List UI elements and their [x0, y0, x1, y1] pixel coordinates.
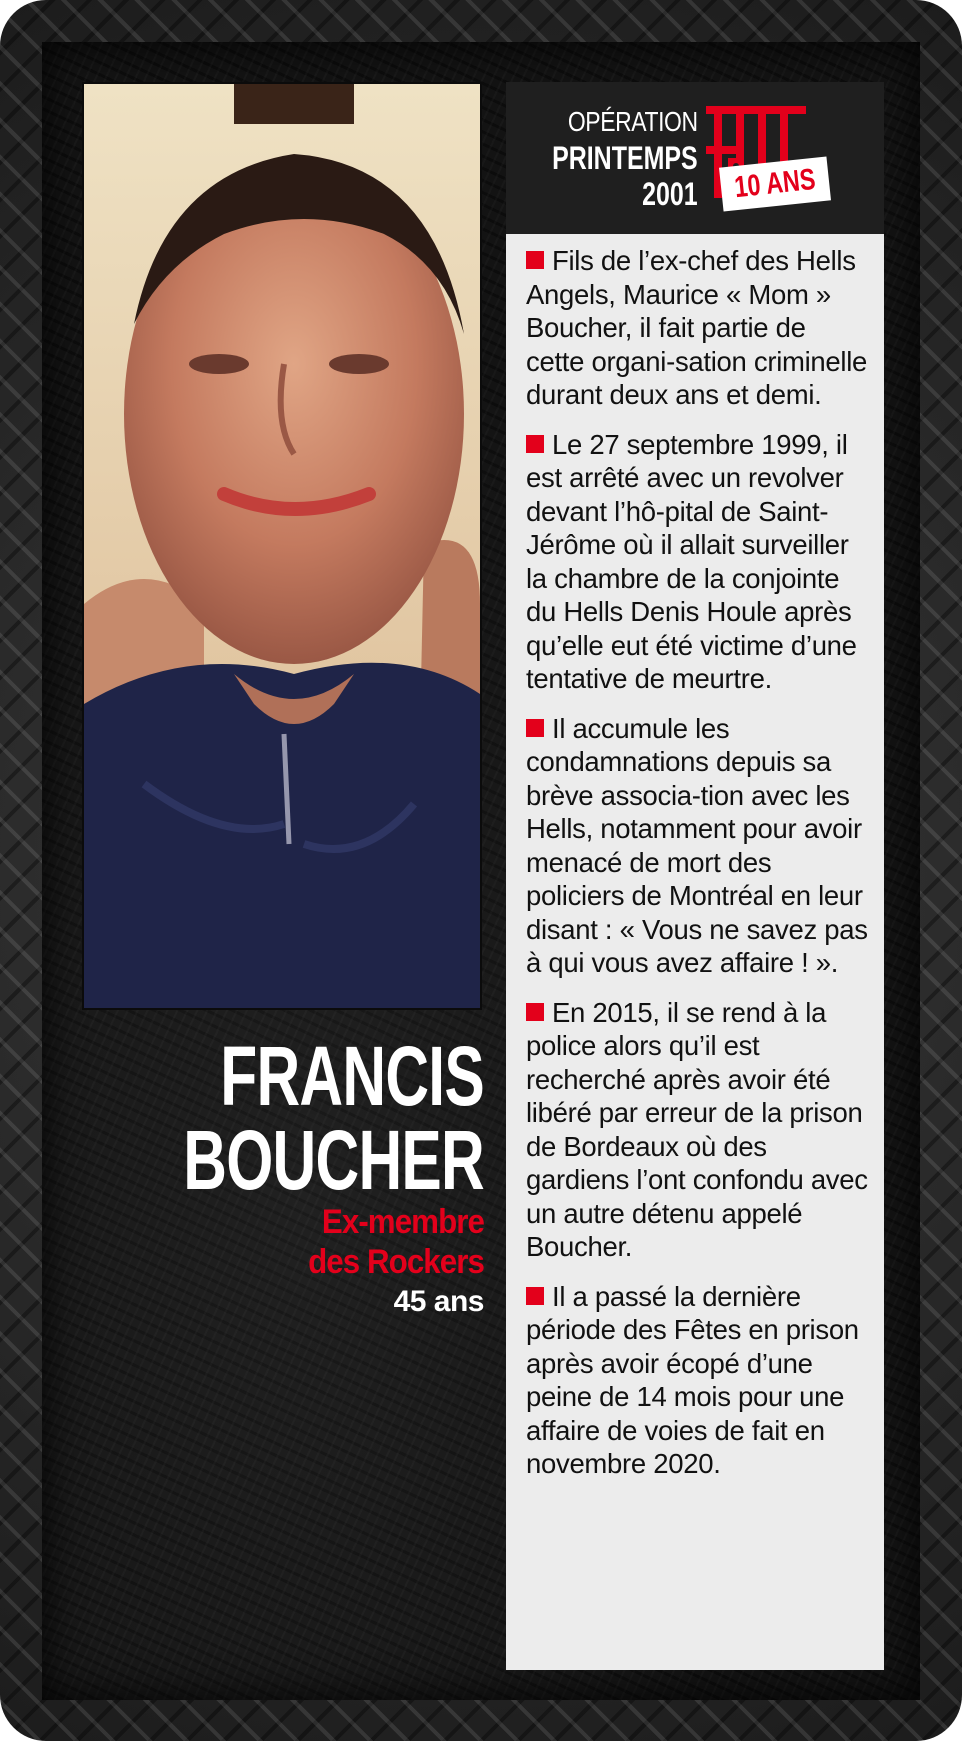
bullet-square-icon: [526, 1287, 544, 1305]
bio-paragraph-2-text: Le 27 septembre 1999, il est arrêté avec un revolver devant l’hô-pital de Saint-Jérôme où il allait surveiller la chambre de la conjointe du Hells Denis Houle après qu’elle eut été victime d’une tentative de meurtre.: [526, 428, 857, 694]
name-block: [64, 1029, 485, 1322]
bullet-square-icon: [526, 251, 544, 269]
operation-header: [506, 82, 884, 234]
bullet-square-icon: [526, 435, 544, 453]
profile-photo: [82, 82, 482, 1010]
bio-paragraph-1: [526, 244, 870, 412]
bio-paragraph-5: [526, 1280, 870, 1481]
operation-title-line1: OPÉRATION: [568, 106, 698, 137]
bullet-square-icon: [526, 719, 544, 737]
bio-paragraph-3: [526, 712, 870, 980]
role-line-2: des Rockers: [308, 1243, 484, 1281]
role-line-1: Ex-membre: [321, 1203, 484, 1241]
age-label: 45 ans: [393, 1285, 484, 1318]
operation-title-line3: 2001: [642, 176, 698, 212]
bullet-square-icon: [526, 1003, 544, 1021]
bio-paragraph-5-text: Il a passé la dernière période des Fêtes en prison après avoir écopé d’une peine de 14 mois pour une affaire de voies de fait en novembre 2020.: [526, 1280, 859, 1479]
last-name: BOUCHER: [183, 1113, 484, 1207]
portrait-illustration: [84, 84, 480, 1008]
bio-paragraph-4-text: En 2015, il se rend à la police alors qu’il est recherché après avoir été libéré par erreur de la prison de Bordeaux où des gardiens l’ont confondu avec un autre détenu appelé Boucher.: [526, 996, 868, 1262]
operation-title: [511, 104, 698, 212]
biography-panel: [506, 234, 884, 1670]
bio-paragraph-1-text: Fils de l’ex-chef des Hells Angels, Maurice « Mom » Boucher, il fait partie de cette organi-sation criminelle durant deux ans et demi.: [526, 245, 868, 410]
bio-paragraph-2: [526, 428, 870, 696]
operation-title-line2: PRINTEMPS: [552, 140, 698, 176]
anniversary-badge-label: 10 ANS: [732, 162, 817, 205]
bio-paragraph-3-text: Il accumule les condamnations depuis sa brève associa-tion avec les Hells, notamment pour avoir menacé de mort des policiers de Montréal en leur disant : « Vous ne savez pas à qui vous avez affaire ! ».: [526, 712, 868, 978]
bio-paragraph-4: [526, 996, 870, 1264]
first-name: FRANCIS: [220, 1029, 485, 1123]
